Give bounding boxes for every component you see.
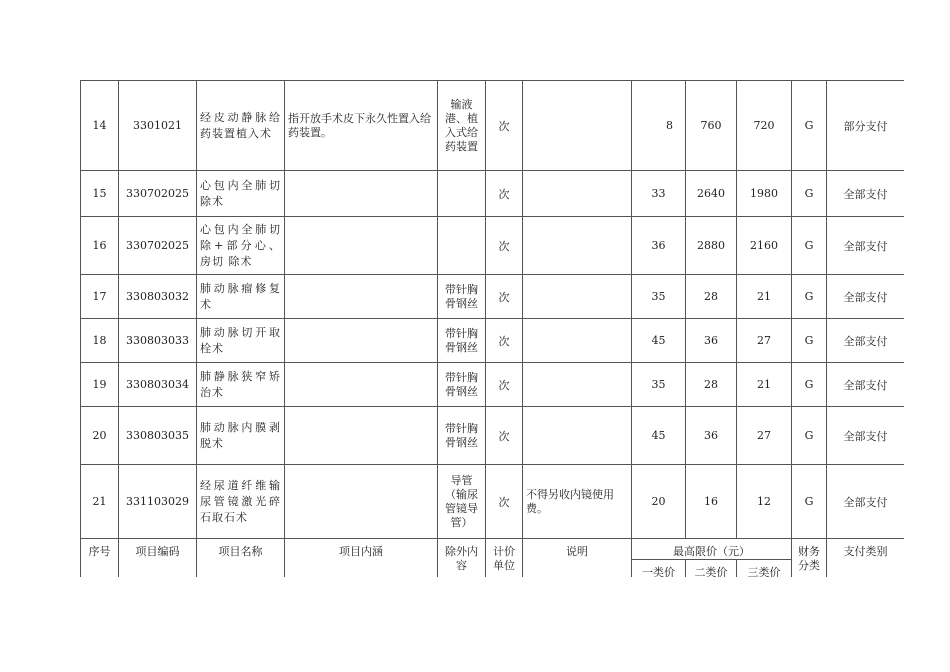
table-row xyxy=(81,217,905,275)
row-price-3: 27 xyxy=(737,407,792,465)
row-content xyxy=(285,171,438,217)
header-price-2: 二类价 xyxy=(686,560,737,578)
row-excluded xyxy=(438,217,486,275)
row-name: 经皮动静脉给药装置植入术 xyxy=(197,81,285,171)
fee-table-sheet xyxy=(80,80,904,577)
row-seq: 15 xyxy=(81,171,119,217)
row-price-1: 45 xyxy=(632,319,686,363)
table-row xyxy=(81,171,905,217)
row-content: 指开放手术皮下永久性置入给药装置。 xyxy=(285,81,438,171)
row-payment: 全部支付 xyxy=(827,319,905,363)
row-seq: 20 xyxy=(81,407,119,465)
row-code: 330803033 xyxy=(119,319,197,363)
row-excluded: 带针胸骨钢丝 xyxy=(438,363,486,407)
row-name: 经尿道纤维输尿管镜激光碎石取石术 xyxy=(197,465,285,539)
row-seq: 16 xyxy=(81,217,119,275)
table-row xyxy=(81,81,905,171)
table-row xyxy=(81,319,905,363)
fee-table xyxy=(80,80,904,577)
table-row xyxy=(81,275,905,319)
row-seq: 19 xyxy=(81,363,119,407)
row-price-3: 21 xyxy=(737,275,792,319)
row-category: G xyxy=(792,81,827,171)
row-price-1: 45 xyxy=(632,407,686,465)
row-name: 心包内全肺切除+部分心、房切 除术 xyxy=(197,217,285,275)
header-payment: 支付类别 xyxy=(827,539,905,578)
row-code: 330803034 xyxy=(119,363,197,407)
row-payment: 全部支付 xyxy=(827,465,905,539)
row-content xyxy=(285,275,438,319)
row-payment: 全部支付 xyxy=(827,275,905,319)
row-unit: 次 xyxy=(486,217,523,275)
row-payment: 全部支付 xyxy=(827,407,905,465)
row-note xyxy=(523,81,632,171)
row-content xyxy=(285,319,438,363)
row-price-3: 720 xyxy=(737,81,792,171)
row-price-1: 8 xyxy=(632,81,686,171)
row-payment: 部分支付 xyxy=(827,81,905,171)
row-price-1: 35 xyxy=(632,275,686,319)
row-unit: 次 xyxy=(486,275,523,319)
row-payment: 全部支付 xyxy=(827,171,905,217)
row-category: G xyxy=(792,465,827,539)
row-price-1: 33 xyxy=(632,171,686,217)
row-note xyxy=(523,407,632,465)
row-payment: 全部支付 xyxy=(827,217,905,275)
row-code: 331103029 xyxy=(119,465,197,539)
table-row xyxy=(81,407,905,465)
header-name: 项目名称 xyxy=(197,539,285,578)
row-excluded: 带针胸骨钢丝 xyxy=(438,319,486,363)
row-price-3: 21 xyxy=(737,363,792,407)
row-code: 330702025 xyxy=(119,217,197,275)
header-note: 说明 xyxy=(523,539,632,578)
header-price-3: 三类价 xyxy=(737,560,792,578)
row-code: 330702025 xyxy=(119,171,197,217)
header-code: 项目编码 xyxy=(119,539,197,578)
header-category: 财务分类 xyxy=(792,539,827,578)
row-content xyxy=(285,217,438,275)
row-payment: 全部支付 xyxy=(827,363,905,407)
row-price-1: 20 xyxy=(632,465,686,539)
row-note xyxy=(523,319,632,363)
row-unit: 次 xyxy=(486,319,523,363)
row-content xyxy=(285,407,438,465)
row-name: 肺静脉狭窄矫治术 xyxy=(197,363,285,407)
row-price-1: 35 xyxy=(632,363,686,407)
row-category: G xyxy=(792,217,827,275)
row-excluded: 带针胸骨钢丝 xyxy=(438,275,486,319)
row-price-3: 2160 xyxy=(737,217,792,275)
header-price-group: 最高限价（元） xyxy=(632,539,792,560)
row-name: 心包内全肺切除术 xyxy=(197,171,285,217)
row-price-1: 36 xyxy=(632,217,686,275)
row-price-2: 28 xyxy=(686,275,737,319)
row-price-2: 28 xyxy=(686,363,737,407)
header-excluded: 除外内容 xyxy=(438,539,486,578)
row-unit: 次 xyxy=(486,363,523,407)
row-price-2: 2640 xyxy=(686,171,737,217)
row-price-3: 27 xyxy=(737,319,792,363)
row-code: 3301021 xyxy=(119,81,197,171)
row-note xyxy=(523,275,632,319)
row-category: G xyxy=(792,171,827,217)
row-seq: 21 xyxy=(81,465,119,539)
row-name: 肺动脉瘤修复术 xyxy=(197,275,285,319)
row-name: 肺动脉内膜剥脱术 xyxy=(197,407,285,465)
row-name: 肺动脉切开取栓术 xyxy=(197,319,285,363)
row-excluded: 输液港、植入式给药装置 xyxy=(438,81,486,171)
row-note xyxy=(523,363,632,407)
row-unit: 次 xyxy=(486,171,523,217)
row-note xyxy=(523,217,632,275)
row-excluded xyxy=(438,171,486,217)
row-price-2: 2880 xyxy=(686,217,737,275)
row-content xyxy=(285,363,438,407)
header-seq: 序号 xyxy=(81,539,119,578)
row-price-3: 12 xyxy=(737,465,792,539)
row-unit: 次 xyxy=(486,407,523,465)
row-code: 330803035 xyxy=(119,407,197,465)
header-unit: 计价单位 xyxy=(486,539,523,578)
row-seq: 18 xyxy=(81,319,119,363)
header-price-1: 一类价 xyxy=(632,560,686,578)
row-excluded: 带针胸骨钢丝 xyxy=(438,407,486,465)
row-price-2: 16 xyxy=(686,465,737,539)
row-unit: 次 xyxy=(486,465,523,539)
row-seq: 14 xyxy=(81,81,119,171)
row-note: 不得另收内镜使用费。 xyxy=(523,465,632,539)
row-price-2: 36 xyxy=(686,319,737,363)
row-note xyxy=(523,171,632,217)
row-unit: 次 xyxy=(486,81,523,171)
header-content: 项目内涵 xyxy=(285,539,438,578)
table-row xyxy=(81,465,905,539)
row-category: G xyxy=(792,363,827,407)
row-price-3: 1980 xyxy=(737,171,792,217)
row-seq: 17 xyxy=(81,275,119,319)
table-row xyxy=(81,363,905,407)
table-header-row xyxy=(81,539,905,560)
row-category: G xyxy=(792,407,827,465)
row-content xyxy=(285,465,438,539)
row-code: 330803032 xyxy=(119,275,197,319)
row-excluded: 导管（输尿管镜导管） xyxy=(438,465,486,539)
row-category: G xyxy=(792,275,827,319)
row-price-2: 36 xyxy=(686,407,737,465)
row-category: G xyxy=(792,319,827,363)
row-price-2: 760 xyxy=(686,81,737,171)
